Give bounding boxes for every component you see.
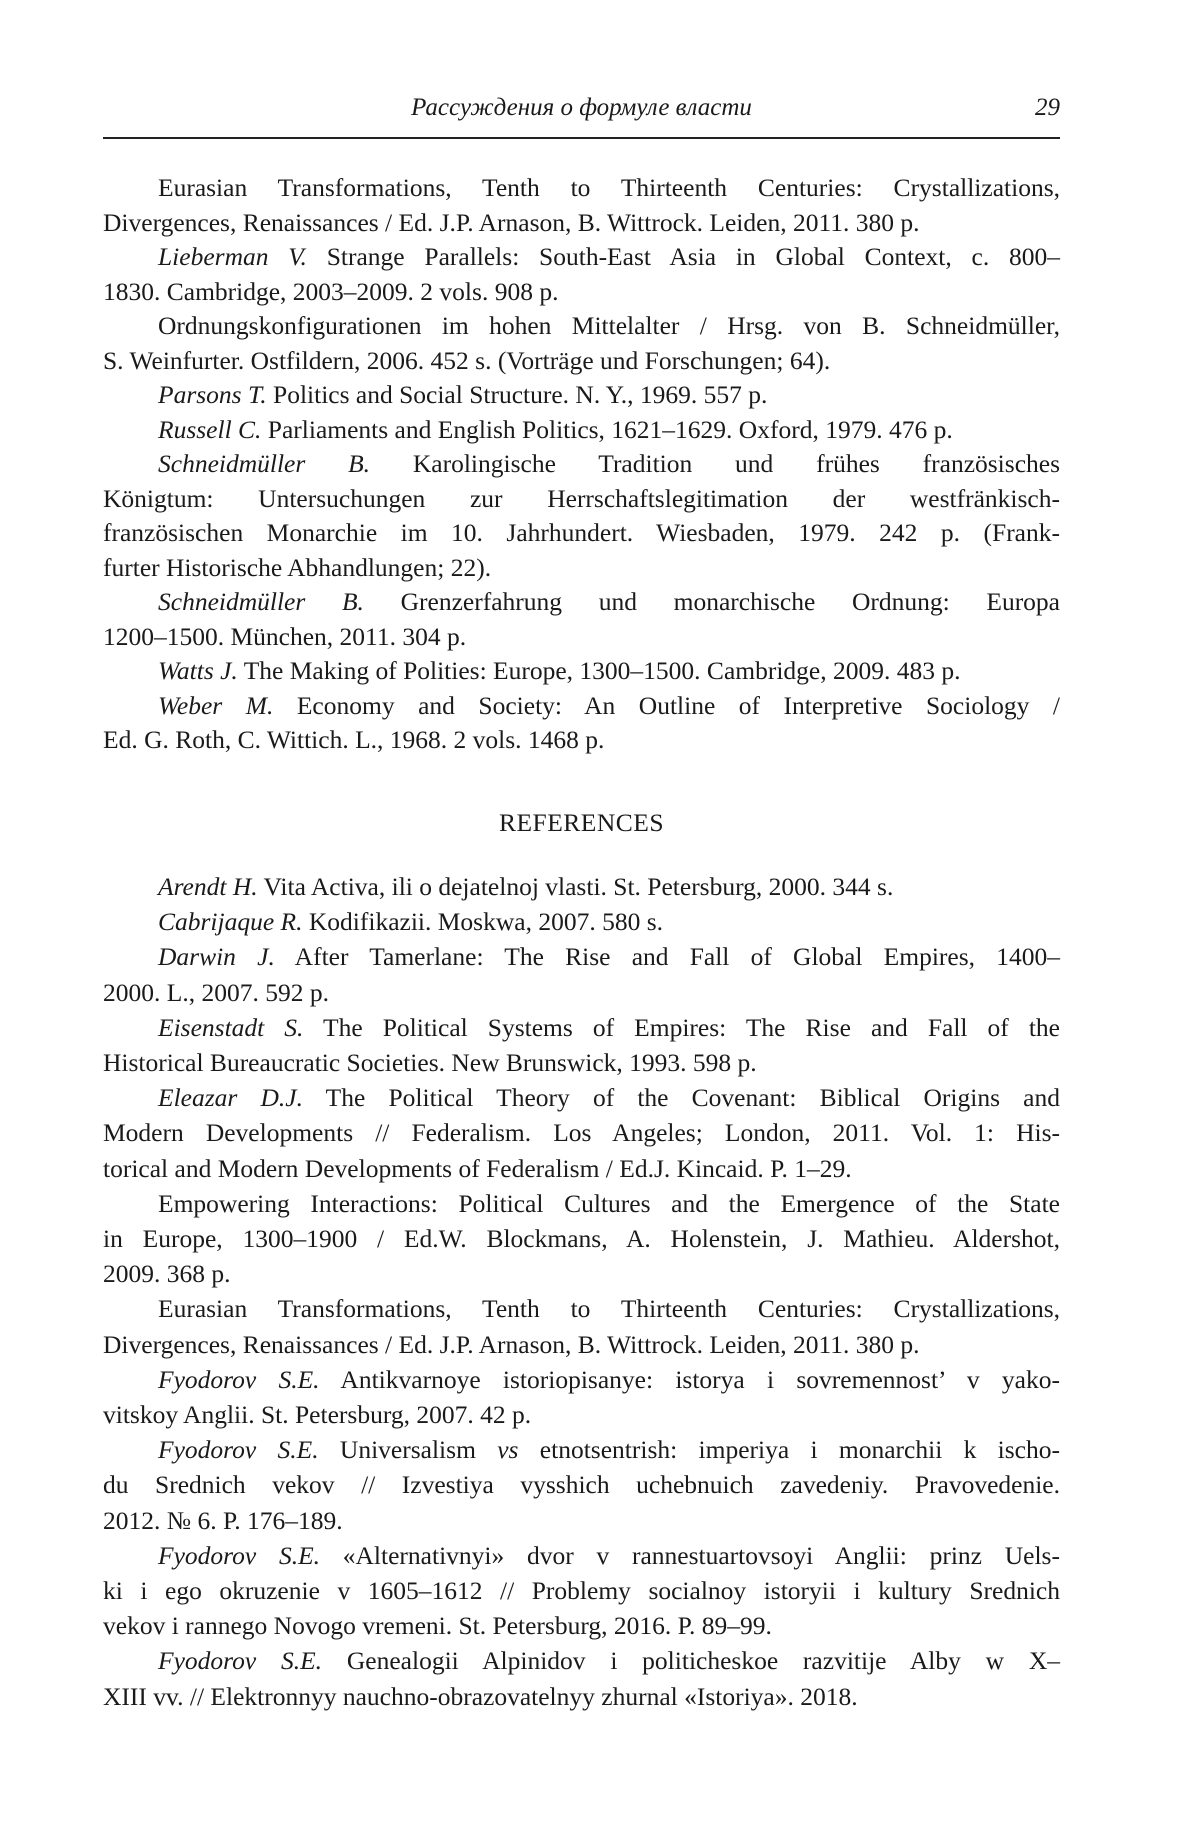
entry-line xyxy=(103,206,1060,241)
entry-author: Cabrijaque R. xyxy=(158,907,303,937)
entry-text: «Alternativnyi» dvor v rannestuartovsoyi Anglii: prinz Uels- xyxy=(342,1540,1060,1570)
list-item xyxy=(103,585,1060,654)
entry-text: Eurasian Transformations, Tenth to Thirteenth Centuries: Crystallizations, xyxy=(158,1294,1060,1324)
references-heading: REFERENCES xyxy=(498,808,665,837)
entry-line xyxy=(103,1643,1060,1678)
list-item xyxy=(103,1432,1060,1538)
list-item xyxy=(103,1643,1060,1713)
entry-author: Schneidmüller B. xyxy=(158,587,364,616)
list-item xyxy=(103,869,1060,904)
entry-text: torical and Modern Developments of Federalism / Ed.J. Kincaid. P. 1–29. xyxy=(103,1153,852,1183)
entry-text-segment: vs xyxy=(497,1435,519,1465)
entry-author: Russell C. xyxy=(158,414,262,444)
entry-text-segment: Universalism xyxy=(339,1435,498,1465)
entry-text-segment: etnotsentrish: imperiya i monarchii k ischo- xyxy=(518,1435,1060,1465)
list-item xyxy=(103,939,1060,1009)
entry-text: After Tamerlane: The Rise and Fall of Global Empires, 1400– xyxy=(294,942,1060,972)
entry-line xyxy=(103,482,1060,517)
entry-text: XIII vv. // Elektronnyy nauchno-obrazovatelnyy zhurnal «Istoriya». 2018. xyxy=(103,1681,858,1711)
entry-line xyxy=(103,1256,1060,1291)
entry-line xyxy=(103,1397,1060,1432)
entry-author: Schneidmüller B. xyxy=(158,449,371,478)
entry-line xyxy=(103,1503,1060,1538)
list-item xyxy=(103,240,1060,309)
entry-line xyxy=(103,869,1060,904)
entry-text: S. Weinfurter. Ostfildern, 2006. 452 s. (Vorträge und Forschungen; 64). xyxy=(103,345,831,375)
entry-text: 2009. 368 p. xyxy=(103,1259,231,1289)
entry-line xyxy=(103,309,1060,344)
list-item xyxy=(103,1291,1060,1361)
list-item xyxy=(103,1186,1060,1292)
entry-text: Kodifikazii. Moskwa, 2007. 580 s. xyxy=(308,907,664,937)
entry-text: 2012. № 6. P. 176–189. xyxy=(103,1505,343,1535)
entry-text: Ordnungskonfigurationen im hohen Mittelalter / Hrsg. von B. Schneidmüller, xyxy=(158,311,1060,340)
entry-author: Eleazar D.J. xyxy=(158,1083,303,1113)
entry-text: vitskoy Anglii. St. Petersburg, 2007. 42 p. xyxy=(103,1400,532,1430)
entry-line xyxy=(103,939,1060,974)
entry-text: 2000. L., 2007. 592 p. xyxy=(103,977,329,1007)
entry-text: Antikvarnoye istoriopisanye: istorya i sovremennost’ v yako- xyxy=(340,1364,1060,1394)
list-item xyxy=(103,654,1060,689)
entry-author: Fyodorov S.E. xyxy=(158,1646,323,1676)
entry-line xyxy=(103,1151,1060,1186)
list-item xyxy=(103,378,1060,413)
entry-text: Divergences, Renaissances / Ed. J.P. Arnason, B. Wittrock. Leiden, 2011. 380 p. xyxy=(103,207,920,237)
list-item xyxy=(103,413,1060,448)
entry-line xyxy=(103,1115,1060,1150)
entry-author: Fyodorov S.E. xyxy=(158,1435,319,1465)
entry-author: Parsons T. xyxy=(158,380,267,409)
entry-text: Empowering Interactions: Political Cultures and the Emergence of the State xyxy=(158,1188,1060,1218)
entry-text: in Europe, 1300–1900 / Ed.W. Blockmans, A. Holenstein, J. Mathieu. Aldershot, xyxy=(103,1224,1060,1254)
entry-line xyxy=(103,1573,1060,1608)
entry-line xyxy=(103,413,1060,448)
header-rule xyxy=(103,137,1060,139)
entry-author: Weber M. xyxy=(158,690,274,720)
entry-text: furter Historische Abhandlungen; 22). xyxy=(103,552,492,582)
entry-text: Historical Bureaucratic Societies. New Brunswick, 1993. 598 p. xyxy=(103,1048,757,1078)
entry-line xyxy=(103,1221,1060,1256)
bibliography-list xyxy=(103,171,1060,758)
entry-text: du Srednich vekov // Izvestiya vysshich uchebnuich zavedeniy. Pravovedenie. xyxy=(103,1470,1060,1500)
entry-line xyxy=(103,1291,1060,1326)
entry-line xyxy=(103,516,1060,551)
entry-author: Watts J. xyxy=(158,656,238,685)
entry-text: vekov i rannego Novogo vremeni. St. Petersburg, 2016. P. 89–99. xyxy=(103,1611,772,1641)
entry-line xyxy=(103,689,1060,724)
entry-line xyxy=(103,585,1060,620)
references-list xyxy=(103,869,1060,1714)
list-item xyxy=(103,309,1060,378)
list-item xyxy=(103,171,1060,240)
entry-line xyxy=(103,1045,1060,1080)
entry-text: The Political Theory of the Covenant: Biblical Origins and xyxy=(325,1083,1060,1113)
entry-text: 1200–1500. München, 2011. 304 p. xyxy=(103,621,467,651)
entry-text: The Political Systems of Empires: The Rise and Fall of the xyxy=(323,1012,1061,1042)
entry-line xyxy=(103,1679,1060,1714)
entry-author: Fyodorov S.E. xyxy=(158,1540,321,1570)
entry-line xyxy=(103,1080,1060,1115)
entry-line xyxy=(103,1432,1060,1467)
entry-text: Parliaments and English Politics, 1621–1629. Oxford, 1979. 476 p. xyxy=(267,414,953,444)
entry-text: Genealogii Alpinidov i politicheskoe razvitije Alby w X– xyxy=(346,1646,1060,1676)
entry-author: Eisenstadt S. xyxy=(158,1012,304,1042)
entry-text: Strange Parallels: South-East Asia in Global Context, c. 800– xyxy=(326,242,1061,271)
entry-line xyxy=(103,1186,1060,1221)
entry-line xyxy=(103,344,1060,379)
entry-line xyxy=(103,1362,1060,1397)
page-number: 29 xyxy=(1035,94,1060,121)
entry-text: Vita Activa, ili o dejatelnoj vlasti. St. Petersburg, 2000. 344 s. xyxy=(263,872,894,901)
entry-text: französischen Monarchie im 10. Jahrhundert. Wiesbaden, 1979. 242 p. (Frank- xyxy=(103,518,1060,547)
list-item xyxy=(103,1538,1060,1644)
entry-author: Arendt H. xyxy=(158,872,258,901)
entry-text: 1830. Cambridge, 2003–2009. 2 vols. 908 p. xyxy=(103,276,559,306)
running-title: Рассуждения о формуле власти xyxy=(411,94,752,121)
entry-line xyxy=(103,171,1060,206)
entry-line xyxy=(103,551,1060,586)
entry-text: Karolingische Tradition und frühes französisches xyxy=(412,449,1061,478)
entry-line xyxy=(103,975,1060,1010)
entry-text: Modern Developments // Federalism. Los Angeles; London, 2011. Vol. 1: His- xyxy=(103,1118,1060,1148)
entry-text: ki i ego okruzenie v 1605–1612 // Problemy socialnoy istoryii i kultury Srednich xyxy=(103,1576,1060,1606)
entry-text: The Making of Polities: Europe, 1300–1500. Cambridge, 2009. 483 p. xyxy=(243,656,961,685)
list-item xyxy=(103,1080,1060,1186)
entry-line xyxy=(103,1010,1060,1045)
list-item xyxy=(103,1362,1060,1432)
entry-line xyxy=(103,240,1060,275)
entry-text: Grenzerfahrung und monarchische Ordnung: Europa xyxy=(400,587,1061,616)
entry-line xyxy=(103,904,1060,939)
entry-line xyxy=(103,275,1060,310)
entry-text: Ed. G. Roth, C. Wittich. L., 1968. 2 vols. 1468 p. xyxy=(103,725,605,754)
entry-line xyxy=(103,723,1060,758)
entry-line xyxy=(103,654,1060,689)
list-item xyxy=(103,904,1060,939)
entry-line xyxy=(103,1327,1060,1362)
entry-text: Eurasian Transformations, Tenth to Thirteenth Centuries: Crystallizations, xyxy=(158,173,1060,202)
list-item xyxy=(103,689,1060,758)
entry-line xyxy=(103,1467,1060,1502)
entry-text: Divergences, Renaissances / Ed. J.P. Arnason, B. Wittrock. Leiden, 2011. 380 p. xyxy=(103,1329,920,1359)
list-item xyxy=(103,447,1060,585)
entry-text: Politics and Social Structure. N. Y., 1969. 557 p. xyxy=(273,380,768,409)
entry-author: Darwin J. xyxy=(158,942,275,972)
entry-line xyxy=(103,447,1060,482)
entry-line xyxy=(103,1608,1060,1643)
entry-line xyxy=(103,620,1060,655)
entry-author: Fyodorov S.E. xyxy=(158,1364,320,1394)
entry-text: Economy and Society: An Outline of Interpretive Sociology / xyxy=(296,690,1061,720)
entry-author: Lieberman V. xyxy=(158,242,307,271)
entry-line xyxy=(103,378,1060,413)
entry-line xyxy=(103,1538,1060,1573)
list-item xyxy=(103,1010,1060,1080)
entry-text: Königtum: Untersuchungen zur Herrschaftslegitimation der westfränkisch- xyxy=(103,483,1060,513)
running-header xyxy=(103,94,1060,128)
